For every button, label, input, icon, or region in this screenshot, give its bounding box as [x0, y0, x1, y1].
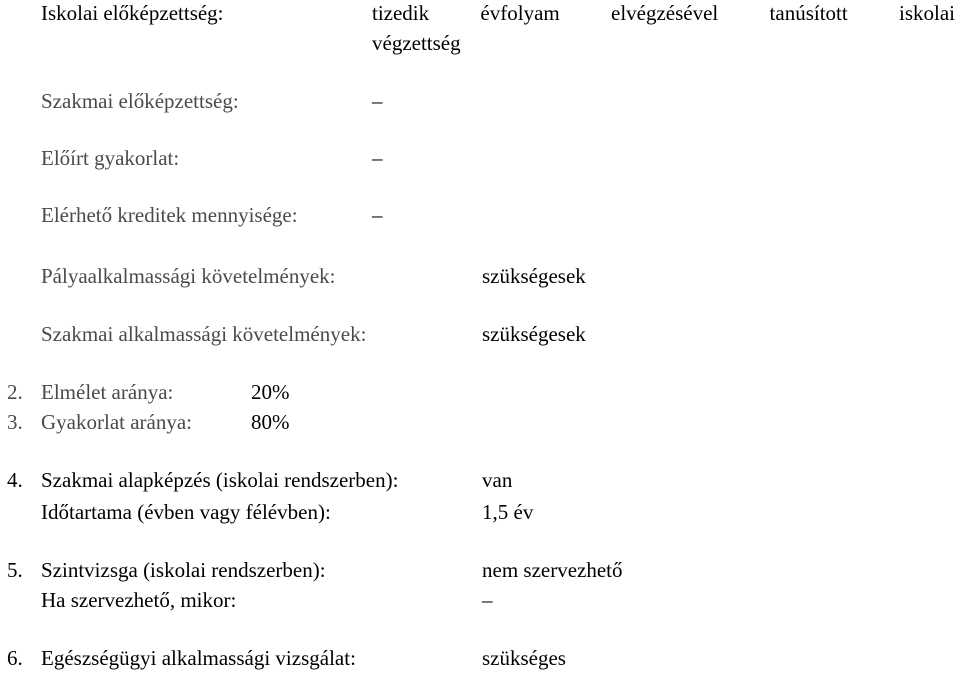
basic-training-value: van: [482, 468, 513, 492]
practice-ratio-value: 80%: [251, 410, 290, 434]
school-prereq-word: iskolai: [898, 1, 955, 25]
basic-training-duration-label: Időtartama (évben vagy félévben):: [41, 500, 331, 524]
school-prereq-word: tizedik: [372, 1, 430, 25]
school-prereq-word: évfolyam: [480, 1, 560, 25]
professional-prereq-value: –: [372, 89, 383, 113]
school-prereq-value-line2: végzettség: [372, 31, 461, 55]
level-exam-when-value: –: [482, 588, 493, 612]
level-exam-number: 5.: [7, 558, 23, 582]
level-exam-label: Szintvizsga (iskolai rendszerben):: [41, 558, 326, 582]
health-exam-value: szükséges: [482, 646, 566, 670]
theory-ratio-number: 2.: [7, 380, 23, 404]
available-credits-label: Elérhető kreditek mennyisége:: [41, 203, 298, 227]
school-prereq-value: [372, 3, 955, 24]
professional-aptitude-value: szükségesek: [482, 322, 586, 346]
professional-prereq-label: Szakmai előképzettség:: [41, 89, 239, 113]
health-exam-label: Egészségügyi alkalmassági vizsgálat:: [41, 646, 356, 670]
theory-ratio-label: Elmélet aránya:: [41, 380, 174, 404]
school-prereq-word: tanúsított: [769, 1, 848, 25]
required-practice-label: Előírt gyakorlat:: [41, 146, 180, 170]
available-credits-value: –: [372, 203, 383, 227]
practice-ratio-label: Gyakorlat aránya:: [41, 410, 193, 434]
practice-ratio-number: 3.: [7, 410, 23, 434]
level-exam-when-label: Ha szervezhető, mikor:: [41, 588, 237, 612]
basic-training-label: Szakmai alapképzés (iskolai rendszerben):: [41, 468, 399, 492]
career-aptitude-label: Pályaalkalmassági követelmények:: [41, 264, 336, 288]
required-practice-value: –: [372, 146, 383, 170]
health-exam-number: 6.: [7, 646, 23, 670]
theory-ratio-value: 20%: [251, 380, 290, 404]
school-prereq-word: elvégzésével: [611, 1, 719, 25]
basic-training-number: 4.: [7, 468, 23, 492]
level-exam-value: nem szervezhető: [482, 558, 623, 582]
career-aptitude-value: szükségesek: [482, 264, 586, 288]
professional-aptitude-label: Szakmai alkalmassági követelmények:: [41, 322, 367, 346]
basic-training-duration-value: 1,5 év: [482, 500, 534, 524]
school-prereq-label: Iskolai előképzettség:: [41, 1, 224, 25]
